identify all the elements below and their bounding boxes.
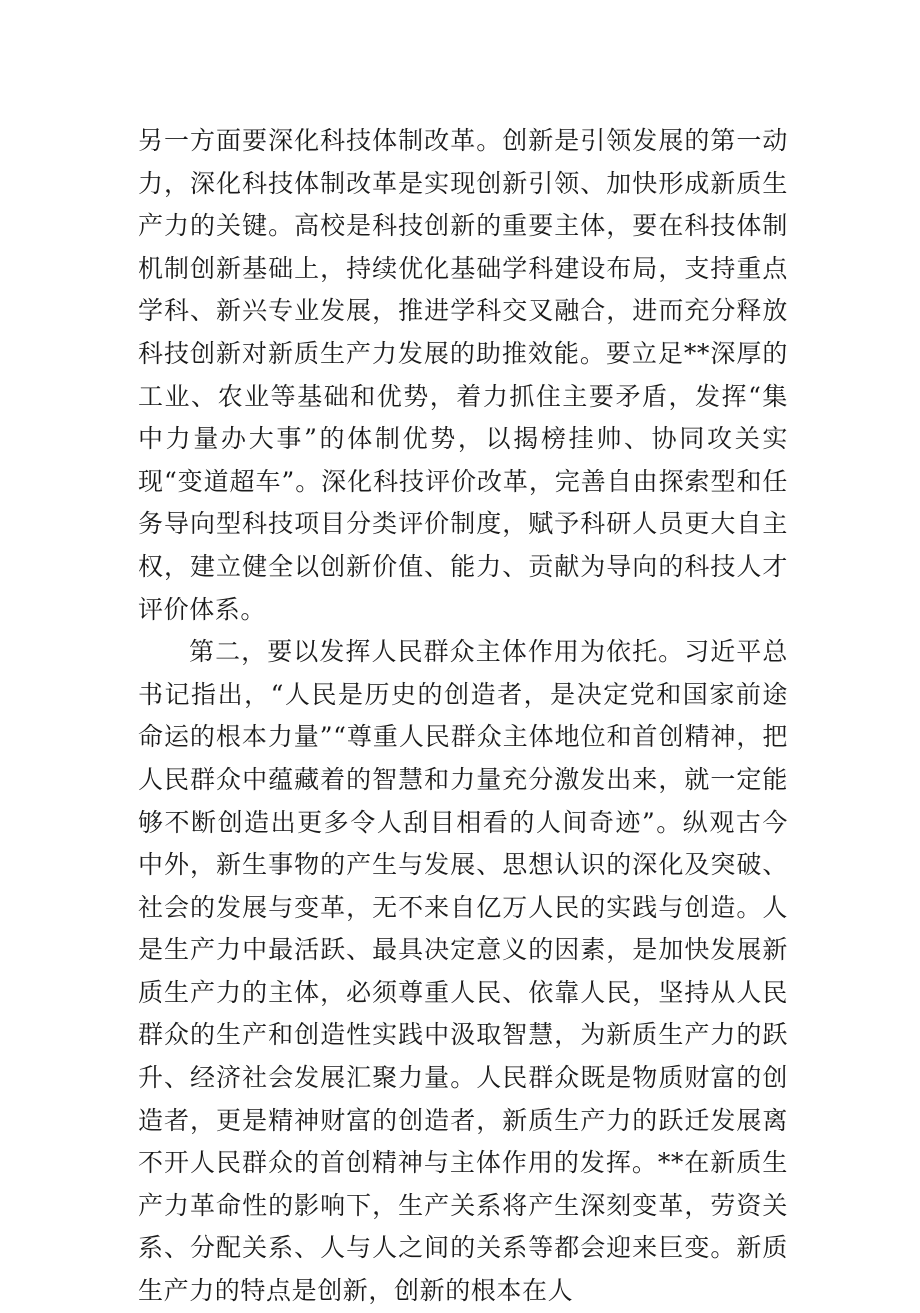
document-body <box>138 120 788 1313</box>
paragraph-tech-reform: 另一方面要深化科技体制改革。创新是引领发展的第一动力，深化科技体制改革是实现创新引领、加快形成新质生产力的关键。高校是科技创新的重要主体，要在科技体制机制创新基础上，持续优化基础学科建设布局，支持重点学科、新兴专业发展，推进学科交叉融合，进而充分释放科技创新对新质生产力发展的助推效能。要立足**深厚的工业、农业等基础和优势，着力抓住主要矛盾，发挥“集中力量办大事”的体制优势，以揭榜挂帅、协同攻关实现“变道超车”。深化科技评价改革，完善自由探索型和任务导向型科技项目分类评价制度，赋予科研人员更大自主权，建立健全以创新价值、能力、贡献为导向的科技人才评价体系。 <box>138 126 788 624</box>
paragraph-people-role: 第二，要以发挥人民群众主体作用为依托。习近平总书记指出，“人民是历史的创造者，是决定党和国家前途命运的根本力量”“尊重人民群众主体地位和首创精神，把人民群众中蕴藏着的智慧和力量充分激发出来，就一定能够不断创造出更多令人刮目相看的人间奇迹”。纵观古今中外，新生事物的产生与发展、思想认识的深化及突破、社会的发展与变革，无不来自亿万人民的实践与创造。人是生产力中最活跃、最具决定意义的因素，是加快发展新质生产力的主体，必须尊重人民、依靠人民，坚持从人民群众的生产和创造性实践中汲取智慧，为新质生产力的跃升、经济社会发展汇聚力量。人民群众既是物质财富的创造者，更是精神财富的创造者，新质生产力的跃迁发展离不开人民群众的首创精神与主体作用的发挥。**在新质生产力革命性的影响下，生产关系将产生深刻变革，劳资关系、分配关系、人与人之间的关系等都会迎来巨变。新质生产力的特点是创新，创新的根本在人 <box>138 637 788 1306</box>
